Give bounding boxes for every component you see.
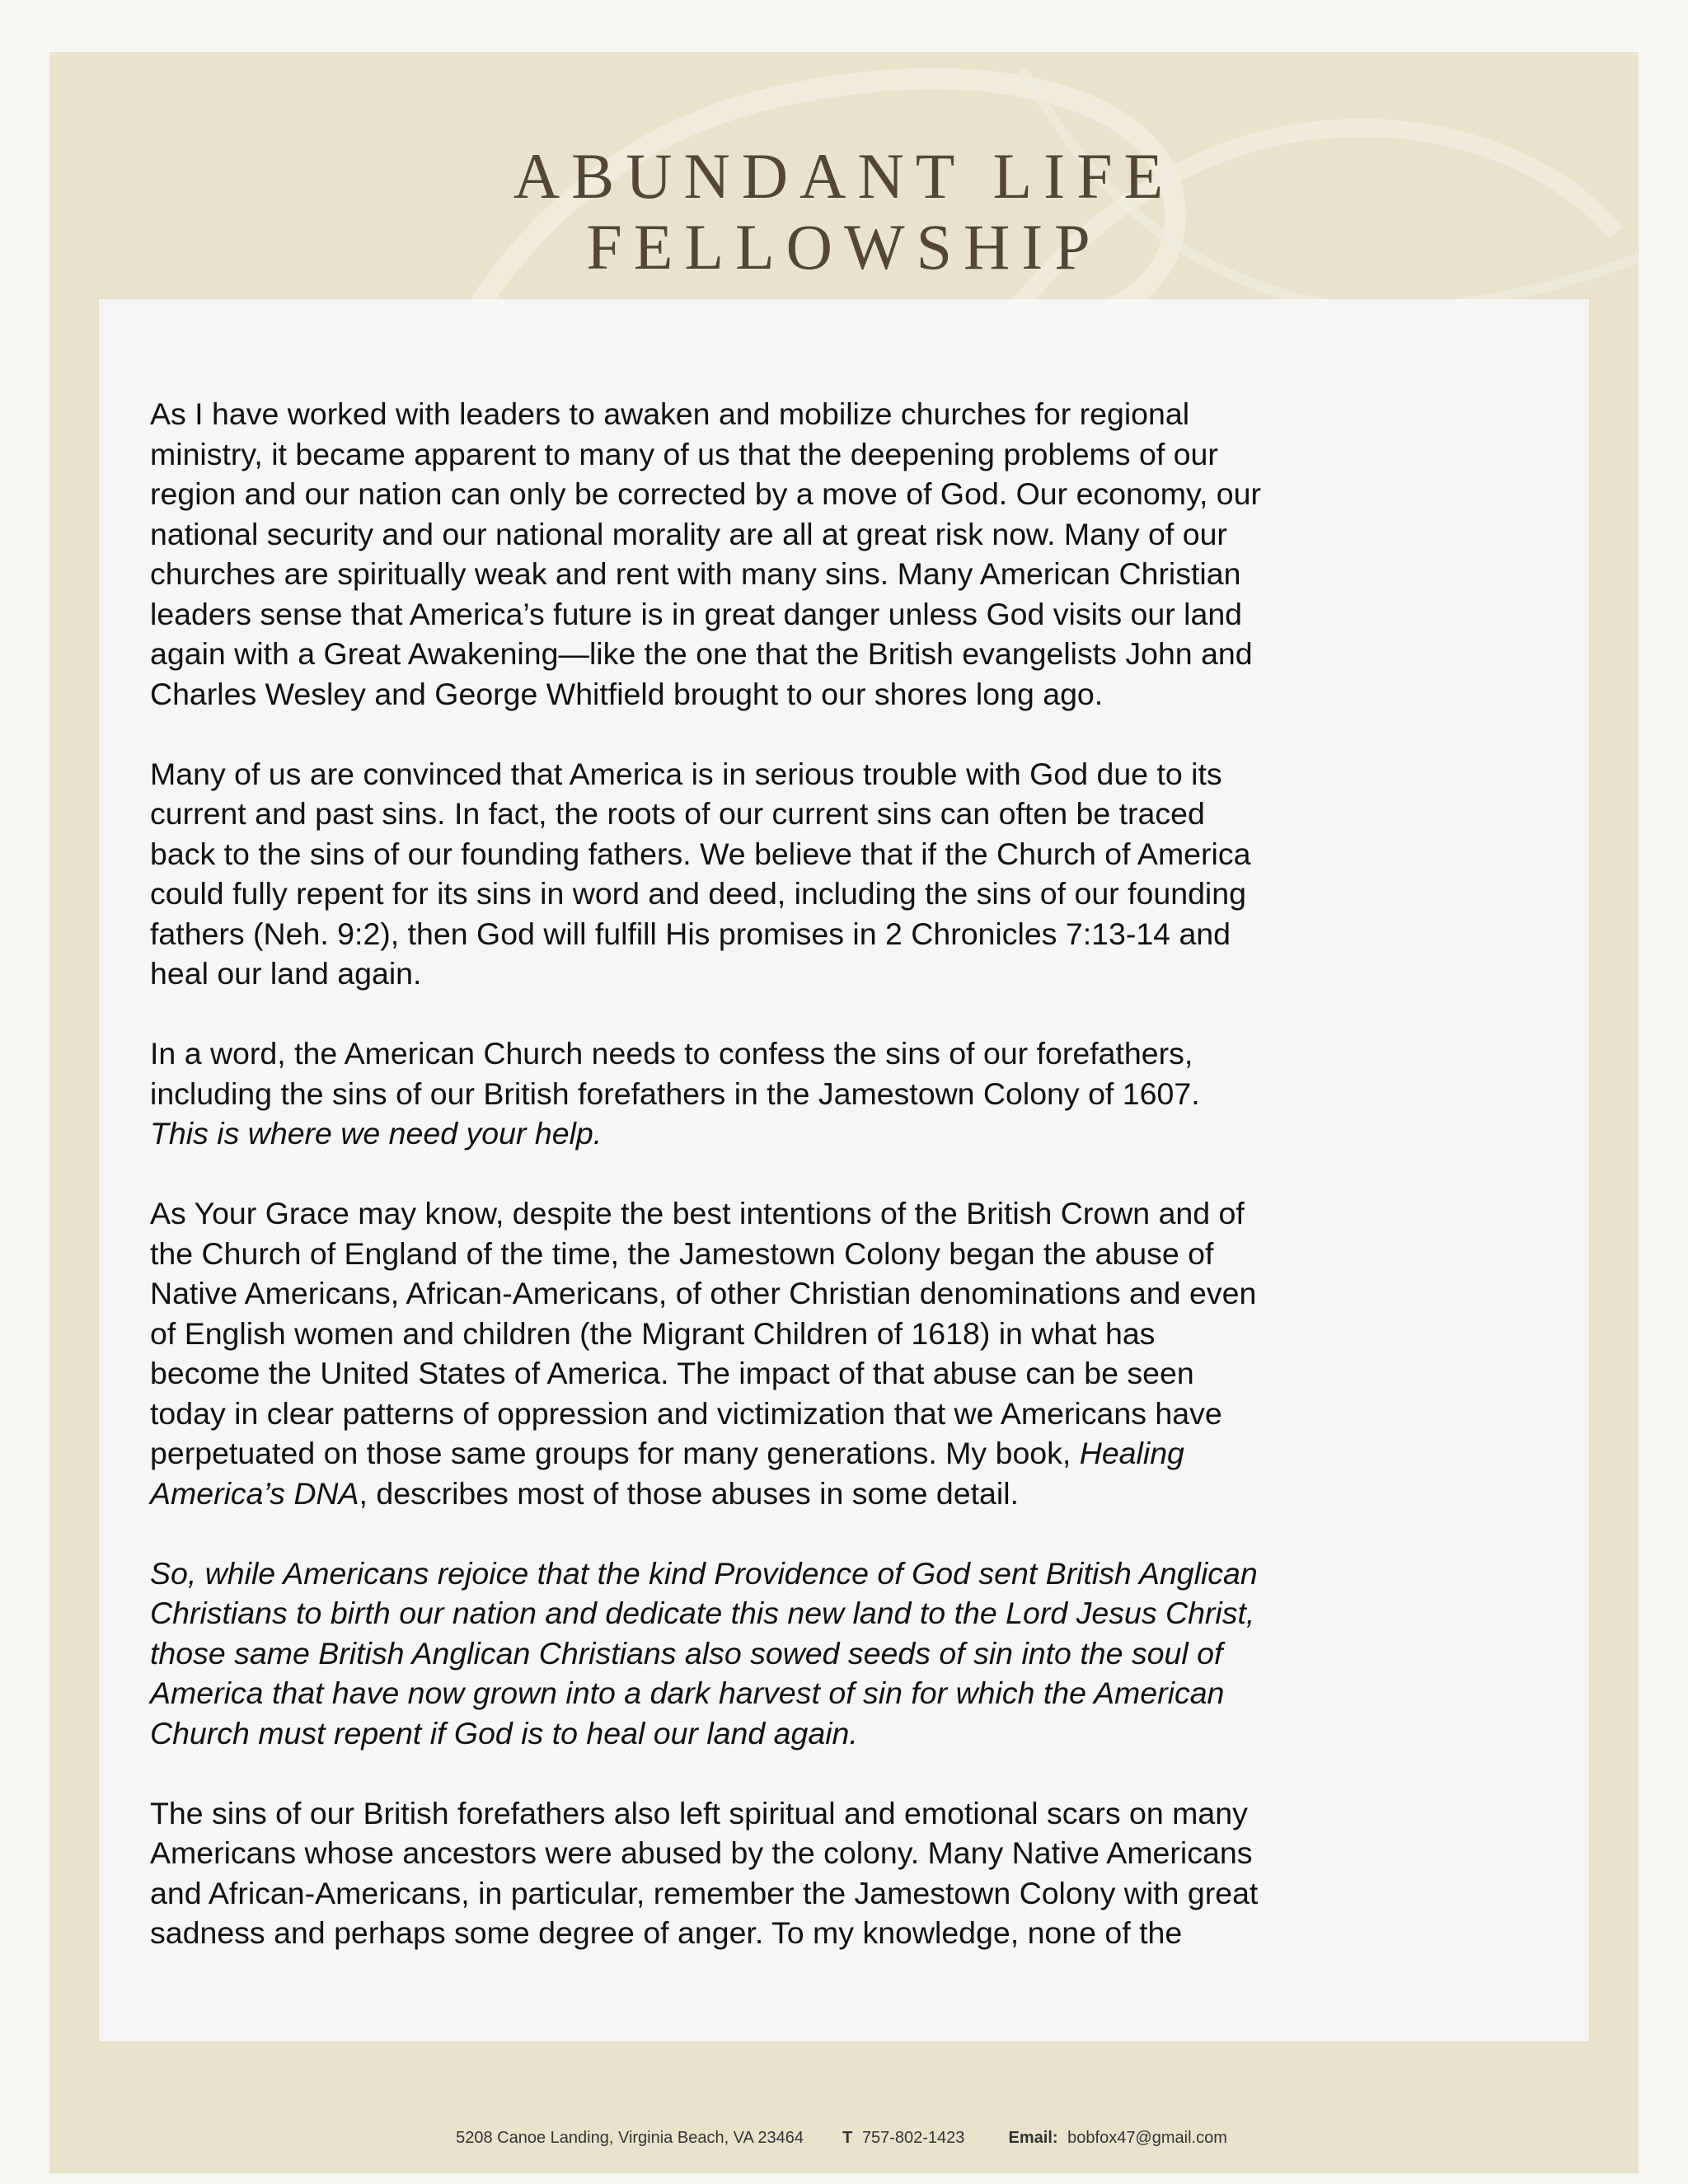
letter-body [150,394,1485,1993]
title-line-1: ABUNDANT LIFE [513,140,1175,212]
contact-footer [49,2129,1639,2148]
paragraph-4-text: As Your Grace may know, despite the best intentions of the British Crown and of the Church of England of the time, the Jamestown Colony began the abuse of Native Americans, African-Americans, of other Christian denominations and even of English women and children (the Migrant Children of 1618) in what has become the United States of America. The impact of that abuse can be seen today in clear patterns of oppression and victimization that we Americans have perpetuated on those same groups for many generations. My book, [150,1196,1257,1470]
organization-name [49,141,1639,283]
address-text: 5208 Canoe Landing, Virginia Beach, VA 23464 [456,2129,804,2147]
paragraph-2: Many of us are convinced that America is in serious trouble with God due to its current and past sins. In fact, the roots of our current sins can often be traced back to the sins of our founding fathers. We believe that if the Church of America could fully repent for its sins in word and deed, including the sins of our founding fathers (Neh. 9:2), then God will fulfill His promises in 2 Chronicles 7:13-14 and heal our land again. [150,756,1251,991]
phone-label: T [842,2129,853,2147]
email-address[interactable]: bobfox47@gmail.com [1067,2129,1227,2147]
paragraph-5: So, while Americans rejoice that the kind Providence of God sent British Anglican Christians to birth our nation and dedicate this new land to the Lord Jesus Christ, those same British Anglican Christians also sowed seeds of sin into the soul of America that have now grown into a dark harvest of sin for which the American Church must repent if God is to heal our land again. [150,1555,1258,1750]
paragraph-3-emphasis: This is where we need your help. [150,1116,603,1151]
phone-number[interactable]: 757-802-1423 [861,2129,965,2147]
paragraph-6: The sins of our British forefathers also left spiritual and emotional scars on many Americans whose ancestors were abused by the colony. Many Native Americans and African-Americans, in particular, remember the Jamestown Colony with great sadness and perhaps some degree of anger. To my knowledge, none of the [150,1795,1259,1950]
email-label: Email: [1008,2129,1058,2147]
paragraph-3-text: In a word, the American Church needs to confess the sins of our forefathers, including the sins of our British forefathers in the Jamestown Colony of 1607. [150,1036,1200,1111]
book-title: Healing America’s DNA [150,1436,1184,1511]
paragraph-3 [150,1033,1485,1154]
title-line-2: FELLOWSHIP [586,211,1102,283]
paragraph-4-tail: , describes most of those abuses in some detail. [359,1475,1019,1511]
paragraph-4 [150,1193,1485,1513]
paragraph-1: As I have worked with leaders to awaken and mobilize churches for regional ministry, it became apparent to many of us that the deepening problems of our region and our nation can only be corrected by a move of God. Our economy, our national security and our national morality are all at great risk now. Many of our churches are spiritually weak and rent with many sins. Many American Christian leaders sense that America’s future is in great danger unless God visits our land again with a Great Awakening—like the one that the British evangelists John and Charles Wesley and George Whitfield brought to our shores long ago. [150,396,1261,711]
